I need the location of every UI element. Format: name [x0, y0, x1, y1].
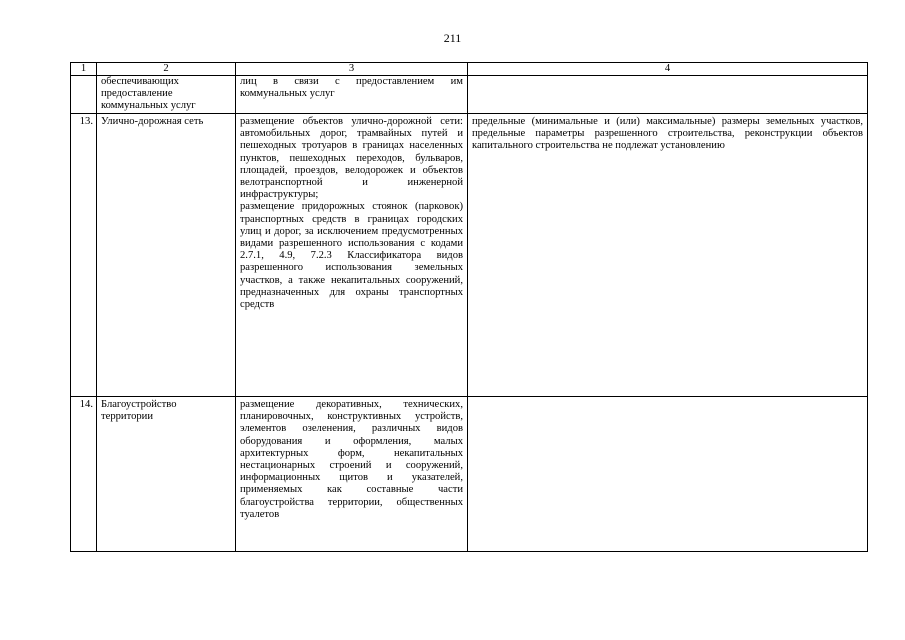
table-header-row — [71, 63, 868, 76]
land-use-name: Улично-дорожная сеть — [97, 114, 236, 397]
header-cell-2: 2 — [97, 63, 236, 76]
description-paragraph: размещение декоративных, технических, планировочных, конструктивных устройств, элементов озеленения, различных видов оборудования и оформления, малых архитектурных форм, некапитальных нестационарных строений и сооружений, информационных щитов и указателей, применяемых как составные части благоустройства территории, общественных туалетов — [240, 399, 463, 520]
land-use-table — [70, 62, 868, 552]
description-paragraph: размещение придорожных стоянок (парковок) транспортных средств в границах городских улиц и дорог, за исключением предусмотренных видами разрешенного использования с кодами 2.7.1, 4.9, 7.2.3 Классификатора видов разрешенного использования земельных участков, а также некапитальных сооружений, предназначенных для охраны транспортных средств — [240, 201, 463, 311]
land-use-description — [236, 114, 468, 397]
table-row — [71, 114, 868, 397]
row-number: 14. — [71, 397, 97, 552]
row-number: 13. — [71, 114, 97, 397]
header-cell-3: 3 — [236, 63, 468, 76]
header-cell-4: 4 — [468, 63, 868, 76]
page-number: 211 — [443, 31, 462, 45]
land-use-description — [236, 397, 468, 552]
land-use-parameters: предельные (минимальные и (или) максимальные) размеры земельных участков, предельные параметры разрешенного строительства, реконструкции объектов капитального строительства не подлежат установлению — [468, 114, 868, 397]
table-row — [71, 397, 868, 552]
table-row — [71, 76, 868, 114]
header-cell-1: 1 — [71, 63, 97, 76]
description-paragraph: размещение объектов улично-дорожной сети: автомобильных дорог, трамвайных путей и пешеходных тротуаров в границах населенных пунктов, пешеходных переходов, бульваров, площадей, проездов, велодорожек и объектов велотранспортной и инженерной инфраструктуры; — [240, 116, 463, 201]
description-paragraph: лиц в связи с предоставлением им коммунальных услуг — [240, 76, 463, 100]
land-use-name: Благоустройство территории — [97, 397, 236, 552]
row-number — [71, 76, 97, 114]
land-use-parameters — [468, 397, 868, 552]
land-use-name: обеспечивающих предоставление коммунальных услуг — [97, 76, 236, 114]
land-use-description — [236, 76, 468, 114]
land-use-parameters — [468, 76, 868, 114]
